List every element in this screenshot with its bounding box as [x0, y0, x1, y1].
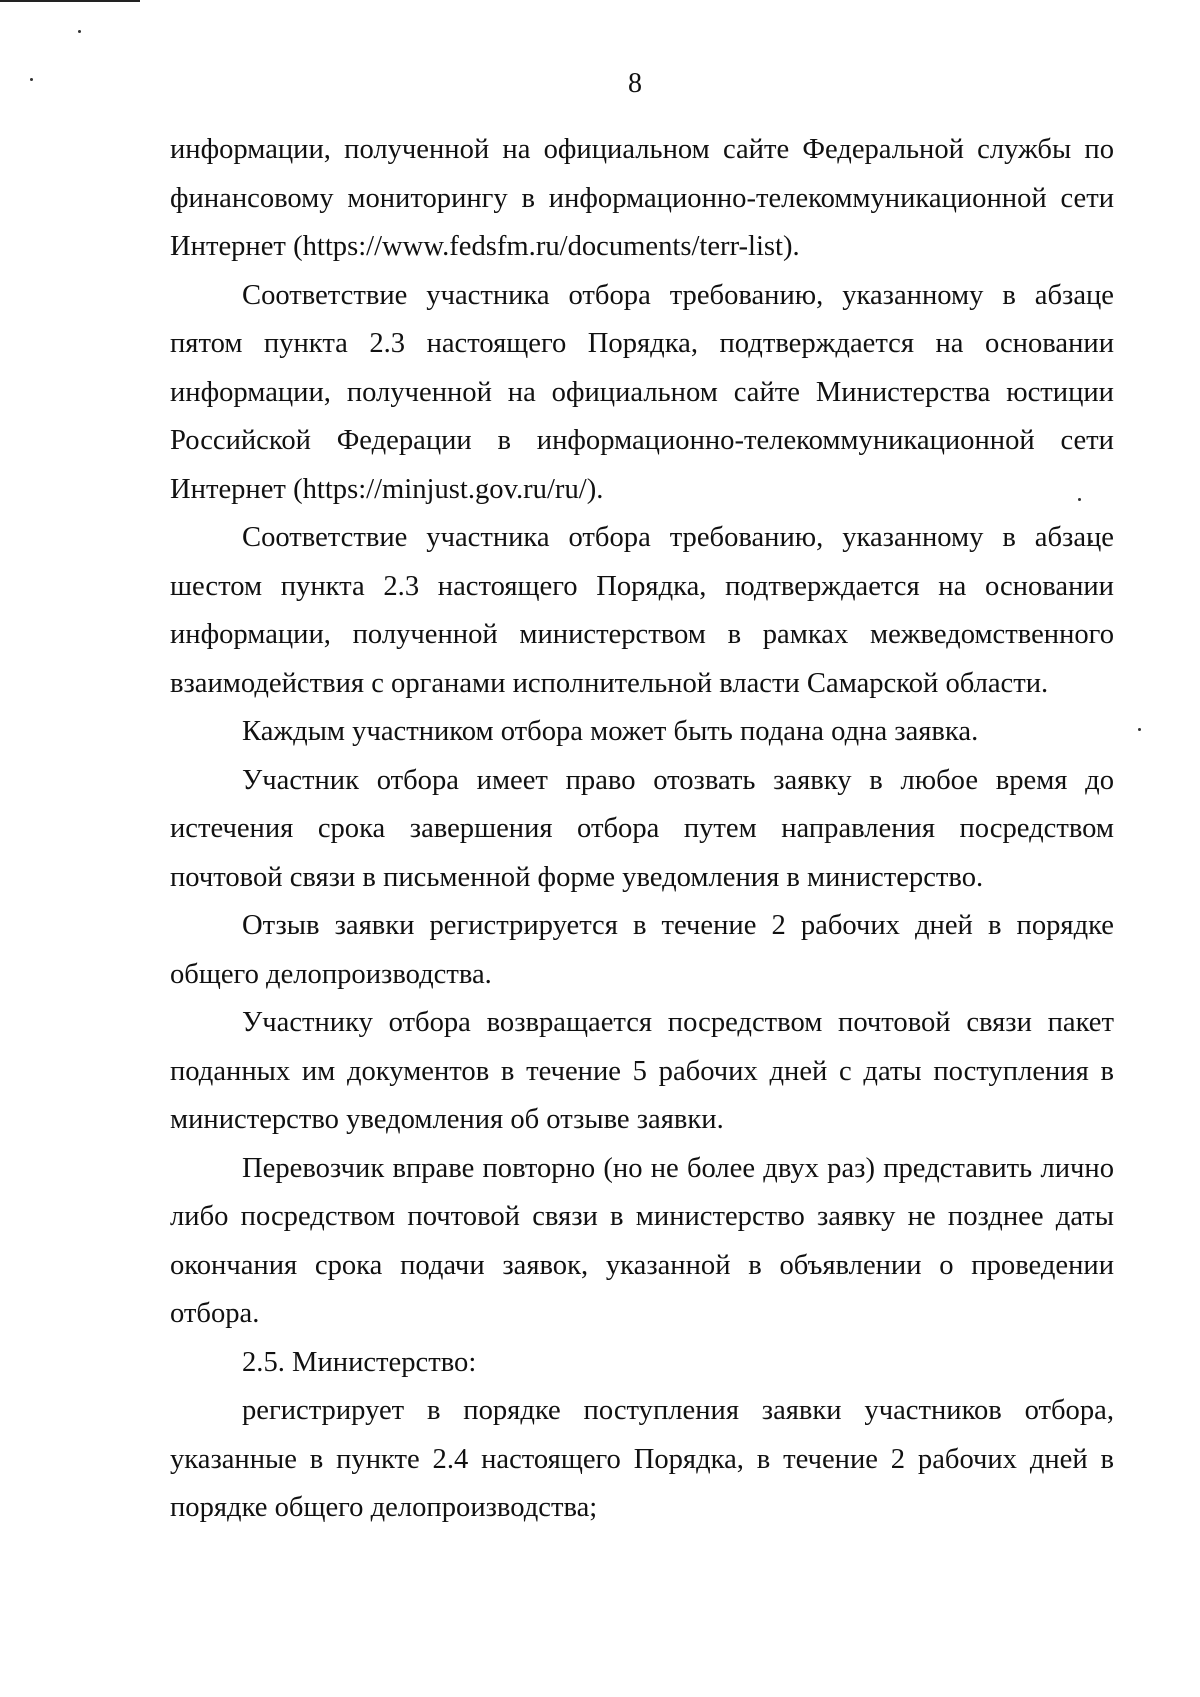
document-body	[170, 126, 1114, 1533]
paragraph: Перевозчик вправе повторно (но не более двух раз) представить лично либо посредством почтовой связи в министерство заявку не позднее даты окончания срока подачи заявок, указанной в объявлении о проведении отбора.	[170, 1152, 1114, 1329]
scan-speck	[1138, 728, 1141, 731]
paragraph: Участник отбора имеет право отозвать заявку в любое время до истечения срока завершения отбора путем направления посредством почтовой связи в письменной форме уведомления в министерство.	[170, 764, 1114, 893]
paragraph: информации, полученной на официальном сайте Федеральной службы по финансовому мониторингу в информационно-телекоммуникационной сети Интернет (https://www.fedsfm.ru/documents/terr-list).	[170, 134, 1114, 262]
paragraph: регистрирует в порядке поступления заявки участников отбора, указанные в пункте 2.4 настоящего Порядка, в течение 2 рабочих дней в порядке общего делопроизводства;	[170, 1395, 1114, 1523]
paragraph: Каждым участником отбора может быть подана одна заявка.	[242, 716, 979, 747]
section-heading: 2.5. Министерство:	[242, 1346, 477, 1378]
paragraph: Соответствие участника отбора требованию, указанному в абзаце пятом пункта 2.3 настоящего Порядка, подтверждается на основании информации, полученной на официальном сайте Министерства юстиции Российской Федерации в информационно-телекоммуникационной сети Интернет (https://minjust.gov.ru/ru/).	[170, 279, 1114, 505]
page-number: 8	[628, 68, 642, 99]
scan-edge	[0, 0, 140, 2]
paragraph: Соответствие участника отбора требованию, указанному в абзаце шестом пункта 2.3 настоящего Порядка, подтверждается на основании информации, полученной министерством в рамках межведомственного взаимодействия с органами исполнительной власти Самарской области.	[170, 522, 1114, 699]
scan-speck	[78, 30, 81, 33]
paragraph: Участнику отбора возвращается посредством почтовой связи пакет поданных им документов в течение 5 рабочих дней с даты поступления в министерство уведомления об отзыве заявки.	[170, 1007, 1114, 1135]
paragraph: Отзыв заявки регистрируется в течение 2 рабочих дней в порядке общего делопроизводства.	[170, 910, 1114, 990]
